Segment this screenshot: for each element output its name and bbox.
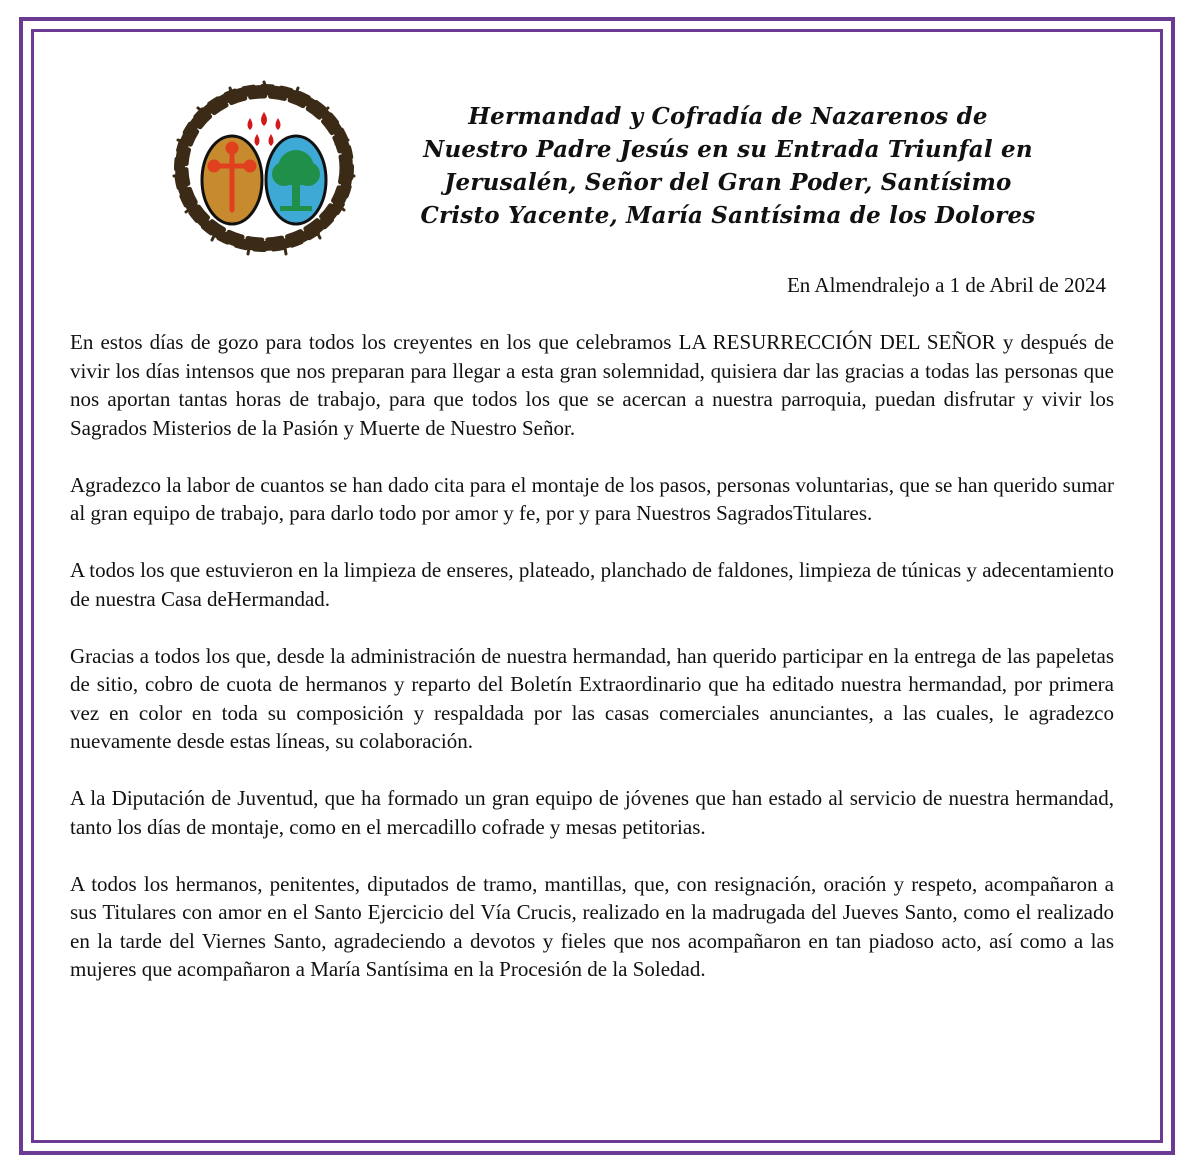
brotherhood-title-line-4: Cristo Yacente, María Santísima de los Dolores <box>420 202 1036 229</box>
date-place-line: En Almendralejo a 1 de Abril de 2024 <box>786 273 1106 297</box>
paragraph-2: Agradezco la labor de cuantos se han dado cita para el montaje de los pasos, personas voluntarias, que se han querido sumar al gran equipo de trabajo, para darlo todo por amor y fe, por y para Nuestros SagradosTitulares. <box>70 472 1114 525</box>
letter-body <box>70 328 1114 1012</box>
crown-of-thorns-emblem-icon <box>168 78 360 258</box>
paragraph-1: En estos días de gozo para todos los creyentes en los que celebramos LA RESURRECCIÓN DEL SEÑOR y después de vivir los días intensos que nos preparan para llegar a esta gran solemnidad, quisiera dar las gracias a todas las personas que nos aportan tantas horas de trabajo, para que todos los que se acercan a nuestra parroquia, puedan disfrutar y vivir los Sagrados Misterios de la Pasión y Muerte de Nuestro Señor. <box>70 330 1114 440</box>
paragraph-5: A la Diputación de Juventud, que ha formado un gran equipo de jóvenes que han estado al servicio de nuestra hermandad, tanto los días de montaje, como en el mercadillo cofrade y mesas petitorias. <box>70 786 1114 839</box>
paragraph-3: A todos los que estuvieron en la limpieza de enseres, plateado, planchado de faldones, limpieza de túnicas y adecentamiento de nuestra Casa deHermandad. <box>70 558 1114 611</box>
brotherhood-title <box>388 100 1068 232</box>
paragraph-4: Gracias a todos los que, desde la administración de nuestra hermandad, han querido participar en la entrega de las papeletas de sitio, cobro de cuota de hermanos y reparto del Boletín Extraordinario que ha editado nuestra hermandad, por primera vez en color en toda su composición y respaldada por las casas comerciales anunciantes, a las cuales, le agradezco nuevamente desde estas líneas, su colaboración. <box>70 643 1114 753</box>
paragraph-6: A todos los hermanos, penitentes, diputados de tramo, mantillas, que, con resignación, oración y respeto, acompañaron a sus Titulares con amor en el Santo Ejercicio del Vía Crucis, realizado en la madrugada del Jueves Santo, como el realizado en la tarde del Viernes Santo, agradeciendo a devotos y fieles que nos acompañaron en tan piadoso acto, así como a las mujeres que acompañaron a María Santísima en la Procesión de la Soledad. <box>70 871 1114 981</box>
brotherhood-title-line-1: Hermandad y Cofradía de Nazarenos de <box>468 103 988 130</box>
brotherhood-title-line-3: Jerusalén, Señor del Gran Poder, Santísimo <box>444 169 1012 196</box>
brotherhood-title-line-2: Nuestro Padre Jesús en su Entrada Triunfal en <box>423 136 1033 163</box>
